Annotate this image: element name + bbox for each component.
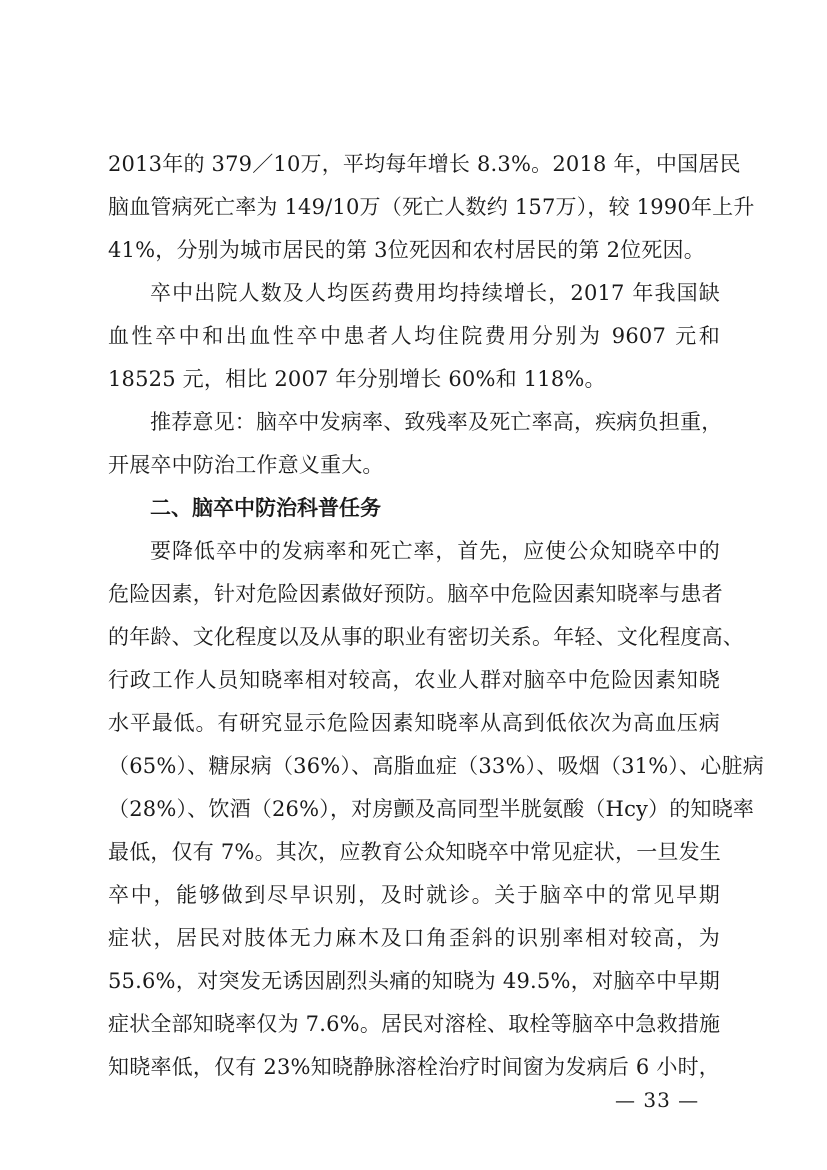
- paragraph-line: 55.6%，对突发无诱因剧烈头痛的知晓为 49.5%，对脑卒中早期: [108, 969, 720, 993]
- paragraph-line: 的年龄、文化程度以及从事的职业有密切关系。年轻、文化程度高、: [108, 625, 744, 649]
- paragraph-line: 卒中出院人数及人均医药费用均持续增长，2017 年我国缺: [150, 281, 720, 305]
- paragraph-line: 卒中，能够做到尽早识别，及时就诊。关于脑卒中的常见早期: [108, 883, 720, 907]
- paragraph-line: 水平最低。有研究显示危险因素知晓率从高到低依次为高血压病: [108, 711, 720, 735]
- paragraph-line: 2013年的 379／10万，平均每年增长 8.3%。2018 年，中国居民: [108, 152, 741, 176]
- paragraph-line: 推荐意见：脑卒中发病率、致残率及死亡率高，疾病负担重，: [150, 410, 723, 434]
- paragraph-line: 要降低卒中的发病率和死亡率，首先，应使公众知晓卒中的: [150, 539, 720, 563]
- paragraph-line: 最低，仅有 7%。其次，应教育公众知晓卒中常见症状，一旦发生: [108, 840, 721, 864]
- paragraph-line: 行政工作人员知晓率相对较高，农业人群对脑卒中危险因素知晓: [108, 668, 720, 692]
- paragraph-line: 症状，居民对肢体无力麻木及口角歪斜的识别率相对较高，为: [108, 926, 720, 950]
- paragraph-line: 18525 元，相比 2007 年分别增长 60%和 118%。: [108, 367, 606, 391]
- paragraph-line: 血性卒中和出血性卒中患者人均住院费用分别为 9607 元和: [108, 324, 720, 348]
- paragraph-line: 症状全部知晓率仅为 7.6%。居民对溶栓、取栓等脑卒中急救措施: [108, 1012, 721, 1036]
- section-heading: 二、脑卒中防治科普任务: [150, 496, 381, 520]
- paragraph-line: （65%）、糖尿病（36%）、高脂血症（33%）、吸烟（31%）、心脏病: [108, 754, 764, 778]
- paragraph-line: 危险因素，针对危险因素做好预防。脑卒中危险因素知晓率与患者: [108, 582, 723, 606]
- page-number: — 33 —: [615, 1088, 700, 1112]
- paragraph-line: 41%，分别为城市居民的第 3位死因和农村居民的第 2位死因。: [108, 238, 705, 262]
- paragraph-line: 脑血管病死亡率为 149/10万（死亡人数约 157万），较 1990年上升: [108, 195, 755, 219]
- paragraph-line: 知晓率低，仅有 23%知晓静脉溶栓治疗时间窗为发病后 6 小时，: [108, 1055, 720, 1079]
- paragraph-line: （28%）、饮酒（26%），对房颤及高同型半胱氨酸（Hcy）的知晓率: [108, 797, 755, 821]
- paragraph-line: 开展卒中防治工作意义重大。: [108, 453, 384, 477]
